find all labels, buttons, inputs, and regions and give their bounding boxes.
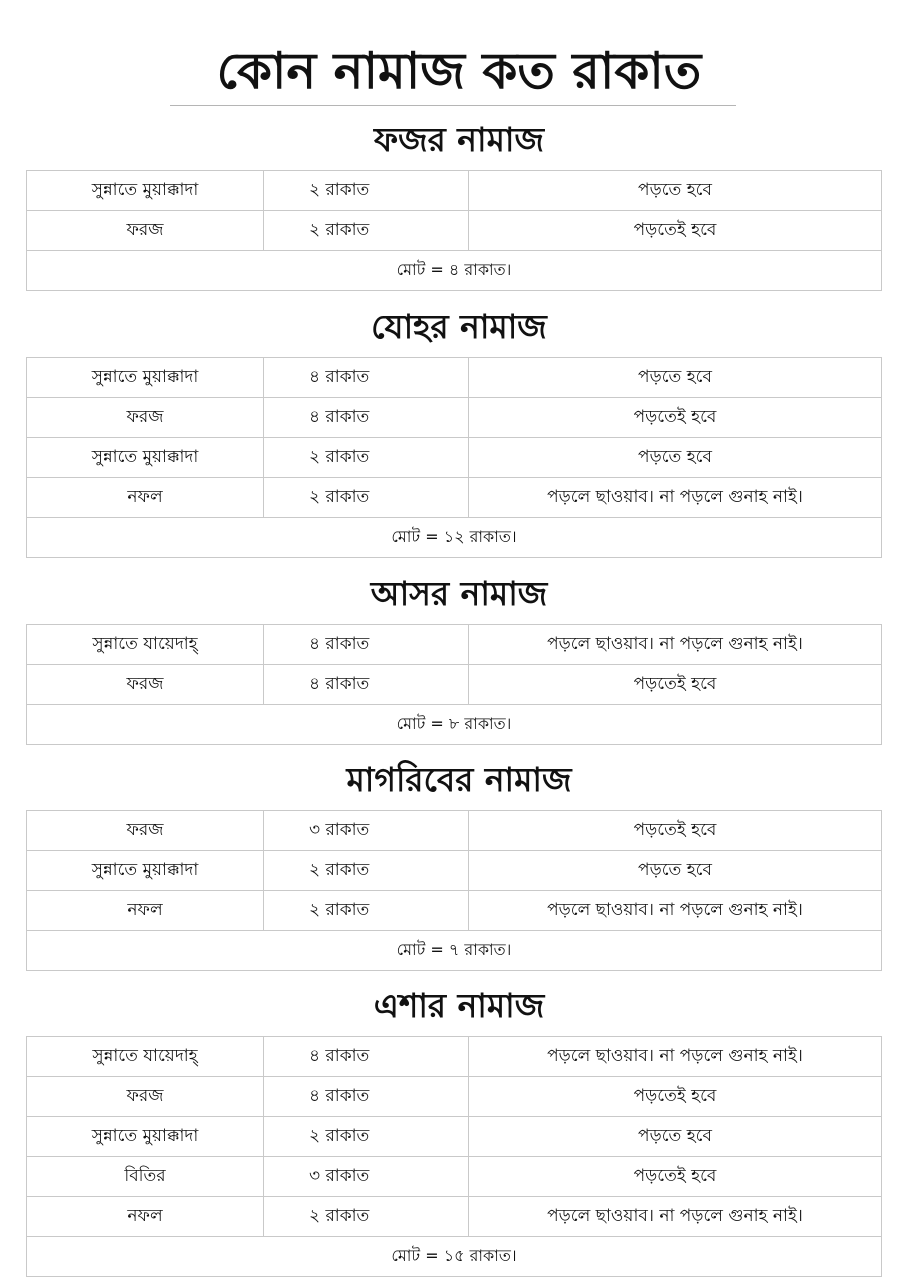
rakat-count-cell: ৪ রাকাত: [264, 625, 469, 665]
ruling-cell: পড়তেই হবে: [469, 1077, 882, 1117]
prayer-type-cell: সুন্নাতে মুয়াক্কাদা: [27, 171, 264, 211]
ruling-cell: পড়তেই হবে: [469, 665, 882, 705]
rakat-count-cell: ২ রাকাত: [264, 171, 469, 211]
rakat-count-cell: ৩ রাকাত: [264, 811, 469, 851]
prayer-type-cell: সুন্নাতে যায়েদাহ্: [27, 1037, 264, 1077]
rakat-count-cell: ৪ রাকাত: [264, 398, 469, 438]
total-cell: মোট = ৪ রাকাত।: [27, 251, 882, 291]
section-isha: [0, 976, 918, 1277]
prayer-type-cell: সুন্নাতে যায়েদাহ্: [27, 625, 264, 665]
title-divider: [170, 105, 736, 106]
prayer-type-cell: বিতির: [27, 1157, 264, 1197]
ruling-cell: পড়লে ছাওয়াব। না পড়লে গুনাহ নাই।: [469, 891, 882, 931]
table-row: [27, 1077, 882, 1117]
prayer-type-cell: ফরজ: [27, 665, 264, 705]
table-row: [27, 1117, 882, 1157]
ruling-cell: পড়লে ছাওয়াব। না পড়লে গুনাহ নাই।: [469, 1037, 882, 1077]
ruling-cell: পড়তে হবে: [469, 438, 882, 478]
total-row: [27, 1237, 882, 1277]
ruling-cell: পড়তেই হবে: [469, 811, 882, 851]
total-cell: মোট = ৭ রাকাত।: [27, 931, 882, 971]
total-row: [27, 518, 882, 558]
ruling-cell: পড়তে হবে: [469, 1117, 882, 1157]
section-heading: মাগরিবের নামাজ: [346, 760, 572, 799]
table-row: [27, 851, 882, 891]
rakat-count-cell: ২ রাকাত: [264, 891, 469, 931]
section-fajr: [0, 110, 918, 291]
prayer-type-cell: ফরজ: [27, 1077, 264, 1117]
table-row: [27, 478, 882, 518]
prayer-type-cell: সুন্নাতে মুয়াক্কাদা: [27, 851, 264, 891]
table-row: [27, 1197, 882, 1237]
rakat-table: [26, 810, 882, 971]
section-heading: যোহর নামাজ: [371, 307, 547, 346]
ruling-cell: পড়তেই হবে: [469, 1157, 882, 1197]
prayer-type-cell: ফরজ: [27, 811, 264, 851]
ruling-cell: পড়তে হবে: [469, 358, 882, 398]
table-row: [27, 811, 882, 851]
total-cell: মোট = ১২ রাকাত।: [27, 518, 882, 558]
rakat-count-cell: ২ রাকাত: [264, 851, 469, 891]
section-asr: [0, 564, 918, 745]
total-cell: মোট = ১৫ রাকাত।: [27, 1237, 882, 1277]
table-row: [27, 358, 882, 398]
ruling-cell: পড়তে হবে: [469, 171, 882, 211]
rakat-table: [26, 1036, 882, 1277]
section-heading: এশার নামাজ: [373, 986, 545, 1025]
ruling-cell: পড়লে ছাওয়াব। না পড়লে গুনাহ নাই।: [469, 478, 882, 518]
section-heading: ফজর নামাজ: [374, 120, 544, 159]
rakat-count-cell: ৪ রাকাত: [264, 1037, 469, 1077]
rakat-table: [26, 170, 882, 291]
prayer-type-cell: নফল: [27, 1197, 264, 1237]
ruling-cell: পড়তেই হবে: [469, 211, 882, 251]
prayer-type-cell: ফরজ: [27, 398, 264, 438]
table-row: [27, 398, 882, 438]
rakat-count-cell: ২ রাকাত: [264, 438, 469, 478]
section-zuhr: [0, 297, 918, 558]
rakat-count-cell: ৩ রাকাত: [264, 1157, 469, 1197]
table-row: [27, 625, 882, 665]
ruling-cell: পড়লে ছাওয়াব। না পড়লে গুনাহ নাই।: [469, 625, 882, 665]
rakat-count-cell: ২ রাকাত: [264, 1117, 469, 1157]
rakat-table: [26, 357, 882, 558]
table-row: [27, 171, 882, 211]
section-heading: আসর নামাজ: [370, 574, 548, 613]
prayer-type-cell: সুন্নাতে মুয়াক্কাদা: [27, 1117, 264, 1157]
rakat-count-cell: ২ রাকাত: [264, 478, 469, 518]
prayer-type-cell: ফরজ: [27, 211, 264, 251]
rakat-count-cell: ২ রাকাত: [264, 1197, 469, 1237]
section-maghrib: [0, 750, 918, 971]
prayer-type-cell: নফল: [27, 478, 264, 518]
table-row: [27, 665, 882, 705]
total-row: [27, 931, 882, 971]
prayer-type-cell: নফল: [27, 891, 264, 931]
rakat-count-cell: ৪ রাকাত: [264, 665, 469, 705]
total-cell: মোট = ৮ রাকাত।: [27, 705, 882, 745]
ruling-cell: পড়তে হবে: [469, 851, 882, 891]
page-title: কোন নামাজ কত রাকাত: [216, 42, 702, 100]
rakat-count-cell: ৪ রাকাত: [264, 358, 469, 398]
rakat-count-cell: ২ রাকাত: [264, 211, 469, 251]
ruling-cell: পড়তেই হবে: [469, 398, 882, 438]
table-row: [27, 1037, 882, 1077]
table-row: [27, 1157, 882, 1197]
table-row: [27, 211, 882, 251]
ruling-cell: পড়লে ছাওয়াব। না পড়লে গুনাহ নাই।: [469, 1197, 882, 1237]
rakat-table: [26, 624, 882, 745]
table-row: [27, 438, 882, 478]
prayer-type-cell: সুন্নাতে মুয়াক্কাদা: [27, 358, 264, 398]
table-row: [27, 891, 882, 931]
total-row: [27, 705, 882, 745]
total-row: [27, 251, 882, 291]
rakat-count-cell: ৪ রাকাত: [264, 1077, 469, 1117]
prayer-type-cell: সুন্নাতে মুয়াক্কাদা: [27, 438, 264, 478]
